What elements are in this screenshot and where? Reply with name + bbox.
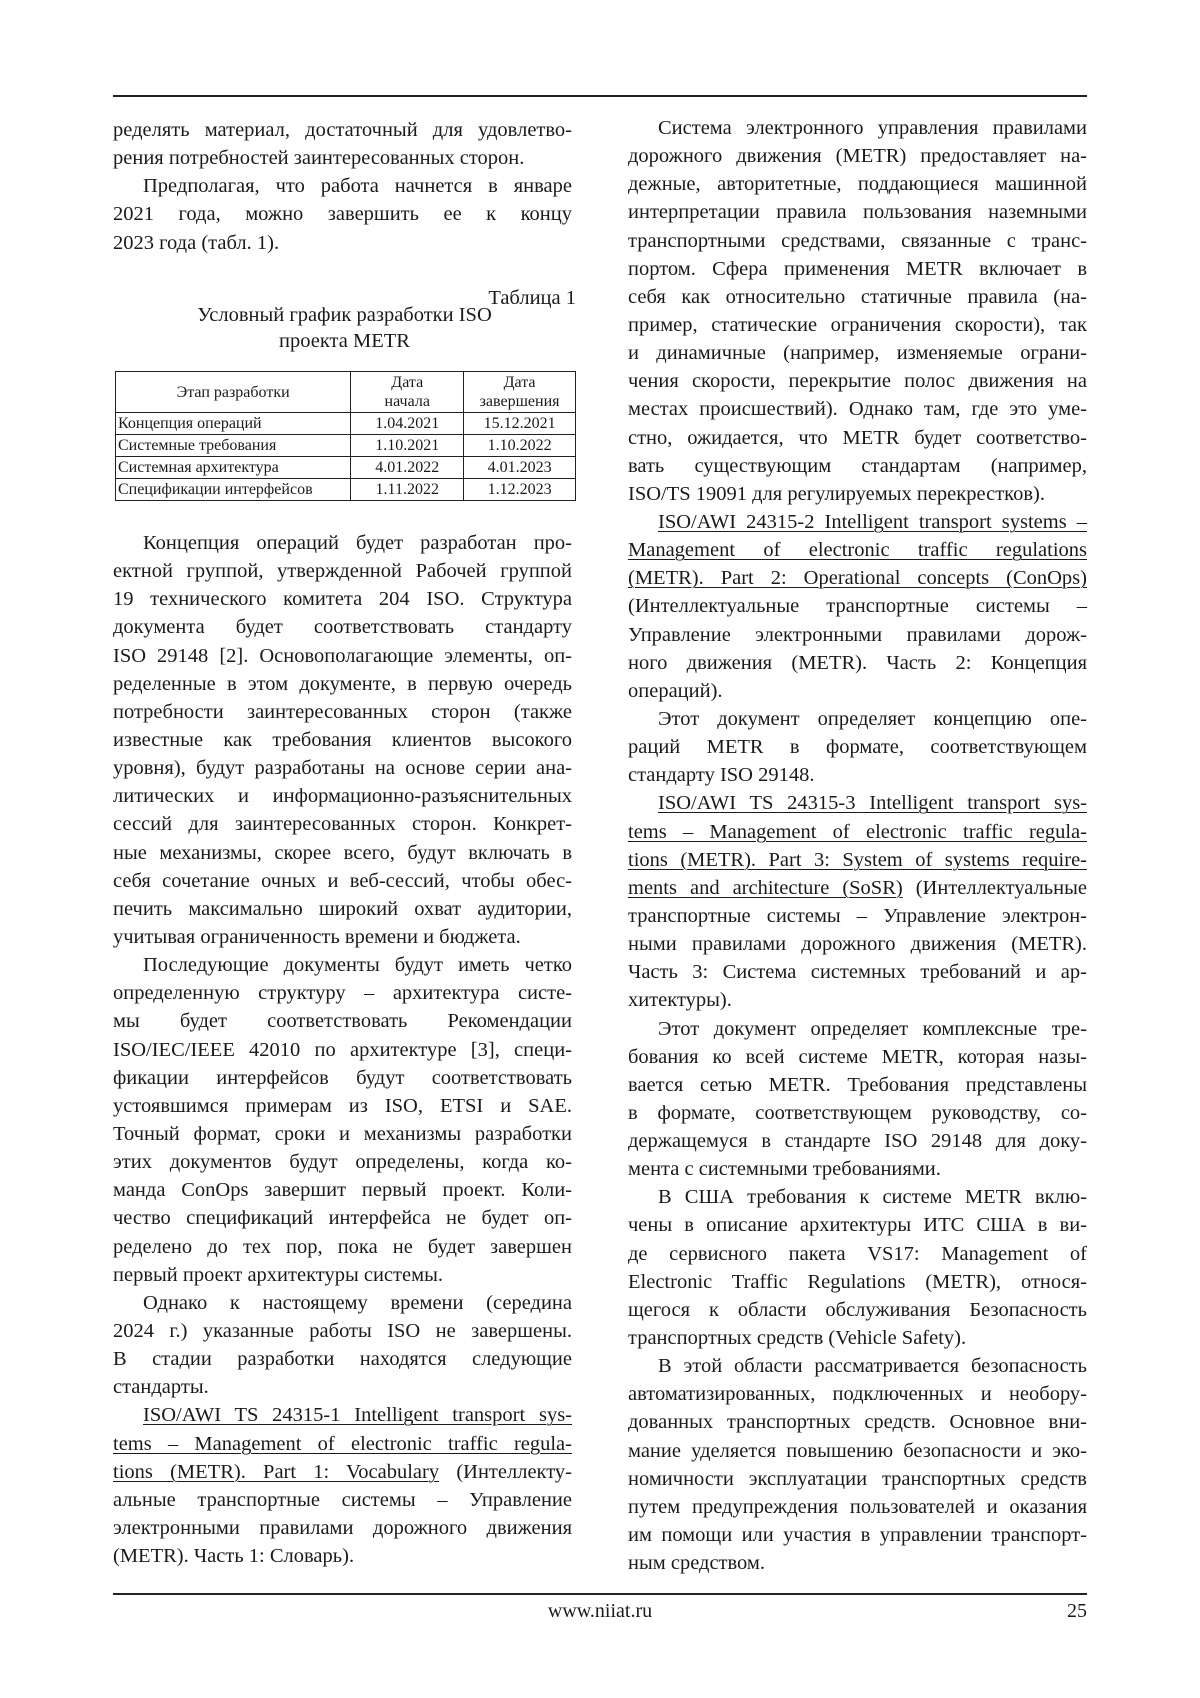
- text-line: первый проект архитектуры системы.: [113, 1261, 572, 1289]
- stage-cell: Концепция операций: [116, 413, 351, 435]
- standard-title: ISO/AWI 24315-2 Intelligent transport systems –: [658, 511, 1087, 533]
- text-line: (METR). Часть 1: Словарь).: [113, 1542, 572, 1570]
- text-line: и динамичные (например, изменяемые ограни-: [628, 339, 1087, 367]
- right-column: [628, 114, 1087, 1577]
- text-line: [628, 564, 1087, 592]
- end-date-cell: 15.12.2021: [464, 413, 576, 435]
- text-line: автоматизированных, подключенных и необору-: [628, 1380, 1087, 1408]
- text-line: щегося к области обслуживания Безопасность: [628, 1296, 1087, 1324]
- text-line: бования ко всей системе METR, которая назы-: [628, 1043, 1087, 1071]
- text-line: Точный формат, сроки и механизмы разработки: [113, 1120, 572, 1148]
- text-line: сессий для заинтересованных сторон. Конкрет-: [113, 810, 572, 838]
- text-line: [113, 1401, 572, 1429]
- text-line: держащемуся в стандарте ISO 29148 для доку-: [628, 1127, 1087, 1155]
- text-line: фикации интерфейсов будут соответствовать: [113, 1064, 572, 1092]
- text-line: [628, 874, 1087, 902]
- stage-cell: Спецификации интерфейсов: [116, 479, 351, 501]
- text-line: вать существующим стандартам (например,: [628, 452, 1087, 480]
- text-line: стно, ожидается, что METR будет соответство-: [628, 424, 1087, 452]
- text-line: [113, 1430, 572, 1458]
- text-line: стандарты.: [113, 1373, 572, 1401]
- standard-title: ments and architecture (SoSR): [628, 877, 903, 899]
- text-line: 2021 года, можно завершить ее к концу: [113, 200, 572, 228]
- paragraph: [628, 705, 1087, 789]
- standard-title: ISO/AWI TS 24315-3 Intelligent transport sys-: [658, 792, 1087, 814]
- text-line: ные механизмы, скорее всего, будут включать в: [113, 839, 572, 867]
- start-date-cell: 1.11.2022: [351, 479, 464, 501]
- left-column-top: [113, 116, 572, 257]
- text-line: дежные, авторитетные, поддающиеся машинной: [628, 170, 1087, 198]
- text-line: 2024 г.) указанные работы ISO не завершены.: [113, 1317, 572, 1345]
- standard-title: ISO/AWI TS 24315-1 Intelligent transport sys-: [143, 1404, 572, 1426]
- text-line: [628, 818, 1087, 846]
- table-header-row: [116, 372, 576, 413]
- text-line: местах происшествий). Однако там, где это уме-: [628, 395, 1087, 423]
- text-line: чены в описание архитектуры ИТС США в ви-: [628, 1211, 1087, 1239]
- header-rule: [113, 95, 1087, 97]
- end-date-cell: 1.10.2022: [464, 435, 576, 457]
- text-line: вается сетью METR. Требования представлены: [628, 1071, 1087, 1099]
- paragraph: [113, 1401, 572, 1570]
- paragraph: [113, 172, 572, 256]
- text-line: ределено до тех пор, пока не будет завершен: [113, 1233, 572, 1261]
- standard-title: tems – Management of electronic traffic regula-: [628, 821, 1087, 843]
- column-header-start: Дата начала: [351, 372, 464, 413]
- stage-cell: Системная архитектура: [116, 457, 351, 479]
- text-line: интерпретации правила пользования наземными: [628, 198, 1087, 226]
- text-line: путем предупреждения пользователей и оказания: [628, 1493, 1087, 1521]
- text-line: Управление электронными правилами дорож-: [628, 621, 1087, 649]
- text-line: этих документов будут определены, когда ко-: [113, 1148, 572, 1176]
- table-row: [116, 457, 576, 479]
- text-line: де сервисного пакета VS17: Management of: [628, 1240, 1087, 1268]
- text-line: стандарту ISO 29148.: [628, 761, 1087, 789]
- text-line: учитывая ограниченность времени и бюджета.: [113, 923, 572, 951]
- text-line: транспортными средствами, связанные с транс-: [628, 227, 1087, 255]
- column-header-end: Дата завершения: [464, 372, 576, 413]
- text-line: рения потребностей заинтересованных сторон.: [113, 144, 572, 172]
- table-row: [116, 413, 576, 435]
- text-line: хитектуры).: [628, 986, 1087, 1014]
- text-line: манда ConOps завершит первый проект. Коли-: [113, 1176, 572, 1204]
- text-line: ными правилами дорожного движения (METR).: [628, 930, 1087, 958]
- standard-title: tems – Management of electronic traffic regula-: [113, 1433, 572, 1455]
- text-line: Система электронного управления правилами: [628, 114, 1087, 142]
- text-line: чения скорости, перекрытие полос движения на: [628, 367, 1087, 395]
- text-line: 19 технического комитета 204 ISO. Структура: [113, 585, 572, 613]
- text-line: ISO/TS 19091 для регулируемых перекрестков).: [628, 480, 1087, 508]
- page-number: 25: [987, 1600, 1087, 1623]
- text-line: альные транспортные системы – Управление: [113, 1486, 572, 1514]
- text-line: электронными правилами дорожного движения: [113, 1514, 572, 1542]
- text-line: [628, 536, 1087, 564]
- text-line: ределять материал, достаточный для удовлетво-: [113, 116, 572, 144]
- text-line: уровня), будут разработаны на основе серии ана-: [113, 754, 572, 782]
- text-line: операций).: [628, 677, 1087, 705]
- text-line: мы будет соответствовать Рекомендации: [113, 1007, 572, 1035]
- text-line: В США требования к системе METR вклю-: [628, 1183, 1087, 1211]
- text-line: В этой области рассматривается безопасность: [628, 1352, 1087, 1380]
- start-date-cell: 1.04.2021: [351, 413, 464, 435]
- table-title-line-2: проекта METR: [113, 328, 576, 354]
- start-date-cell: 1.10.2021: [351, 435, 464, 457]
- text-line: литических и информационно-разъяснительных: [113, 782, 572, 810]
- text-line: [628, 846, 1087, 874]
- paragraph: [113, 116, 572, 172]
- paragraph: [628, 508, 1087, 705]
- text-line: [628, 508, 1087, 536]
- text-line: [628, 789, 1087, 817]
- text-line: пример, статические ограничения скорости), так: [628, 311, 1087, 339]
- paragraph: [628, 1015, 1087, 1184]
- text-line: мента с системными требованиями.: [628, 1155, 1087, 1183]
- table-label: Таблица 1: [113, 284, 576, 312]
- text-line: мание уделяется повышению безопасности и эко-: [628, 1437, 1087, 1465]
- start-date-cell: 4.01.2022: [351, 457, 464, 479]
- text-line: им помощи или участия в управлении транспорт-: [628, 1521, 1087, 1549]
- text-line: транспортные системы – Управление электрон-: [628, 902, 1087, 930]
- text-line: (Интеллектуальные транспортные системы –: [628, 592, 1087, 620]
- paragraph: [113, 1289, 572, 1402]
- text-line: 2023 года (табл. 1).: [113, 229, 572, 257]
- text-line: Electronic Traffic Regulations (METR), относя-: [628, 1268, 1087, 1296]
- text-line: Этот документ определяет концепцию опе-: [628, 705, 1087, 733]
- text-line: Этот документ определяет комплексные тре-: [628, 1015, 1087, 1043]
- text-line: дованных транспортных средств. Основное вни-: [628, 1408, 1087, 1436]
- text-line: портом. Сфера применения METR включает в: [628, 255, 1087, 283]
- schedule-table: [115, 371, 576, 501]
- text-line: В стадии разработки находятся следующие: [113, 1345, 572, 1373]
- text-line: ектной группой, утвержденной Рабочей группой: [113, 557, 572, 585]
- footer-rule: [113, 1593, 1087, 1595]
- text-line: в формате, соответствующем руководству, со-: [628, 1099, 1087, 1127]
- paragraph: [628, 114, 1087, 508]
- table-title: [113, 302, 576, 354]
- paragraph: [113, 529, 572, 951]
- paragraph: [113, 951, 572, 1289]
- text-line: потребности заинтересованных сторон (также: [113, 698, 572, 726]
- text-span: (Интеллекту-: [439, 1461, 572, 1483]
- text-line: определенную структуру – архитектура систе-: [113, 979, 572, 1007]
- text-line: себя как относительно статичные правила (на-: [628, 283, 1087, 311]
- table-row: [116, 435, 576, 457]
- text-line: документа будет соответствовать стандарту: [113, 613, 572, 641]
- text-line: транспортных средств (Vehicle Safety).: [628, 1324, 1087, 1352]
- text-span: (Интеллектуальные: [903, 877, 1087, 899]
- text-line: ISO 29148 [2]. Основополагающие элементы, оп-: [113, 642, 572, 670]
- text-line: ределенные в этом документе, в первую очередь: [113, 670, 572, 698]
- text-line: Часть 3: Система системных требований и ар-: [628, 958, 1087, 986]
- text-line: известные как требования клиентов высокого: [113, 726, 572, 754]
- text-line: дорожного движения (METR) предоставляет на-: [628, 142, 1087, 170]
- text-line: ISO/IEC/IEEE 42010 по архитектуре [3], специ-: [113, 1036, 572, 1064]
- text-line: Однако к настоящему времени (середина: [113, 1289, 572, 1317]
- standard-title: (METR). Part 2: Operational concepts (ConOps): [628, 567, 1087, 589]
- text-line: устоявшимся примерам из ISO, ETSI и SAE.: [113, 1092, 572, 1120]
- text-line: раций METR в формате, соответствующем: [628, 733, 1087, 761]
- text-line: себя сочетание очных и веб-сессий, чтобы обес-: [113, 867, 572, 895]
- column-header-stage: Этап разработки: [116, 372, 351, 413]
- end-date-cell: 4.01.2023: [464, 457, 576, 479]
- standard-title: tions (METR). Part 1: Vocabulary: [113, 1461, 439, 1483]
- text-line: [113, 1458, 572, 1486]
- text-line: ным средством.: [628, 1549, 1087, 1577]
- end-date-cell: 1.12.2023: [464, 479, 576, 501]
- standard-title: tions (METR). Part 3: System of systems require-: [628, 849, 1087, 871]
- text-line: Предполагая, что работа начнется в январе: [113, 172, 572, 200]
- table-row: [116, 479, 576, 501]
- text-line: номичности эксплуатации транспортных средств: [628, 1465, 1087, 1493]
- stage-cell: Системные требования: [116, 435, 351, 457]
- text-line: чество спецификаций интерфейса не будет оп-: [113, 1204, 572, 1232]
- paragraph: [628, 1352, 1087, 1577]
- standard-title: Management of electronic traffic regulations: [628, 539, 1087, 561]
- text-line: Последующие документы будут иметь четко: [113, 951, 572, 979]
- text-line: ного движения (METR). Часть 2: Концепция: [628, 649, 1087, 677]
- footer-website: www.niiat.ru: [500, 1600, 700, 1623]
- paragraph: [628, 789, 1087, 1014]
- paragraph: [628, 1183, 1087, 1352]
- text-line: Концепция операций будет разработан про-: [113, 529, 572, 557]
- left-column-bottom: [113, 529, 572, 1570]
- text-line: печить максимально широкий охват аудитории,: [113, 895, 572, 923]
- table-title-line-1: Условный график разработки ISO: [113, 302, 576, 328]
